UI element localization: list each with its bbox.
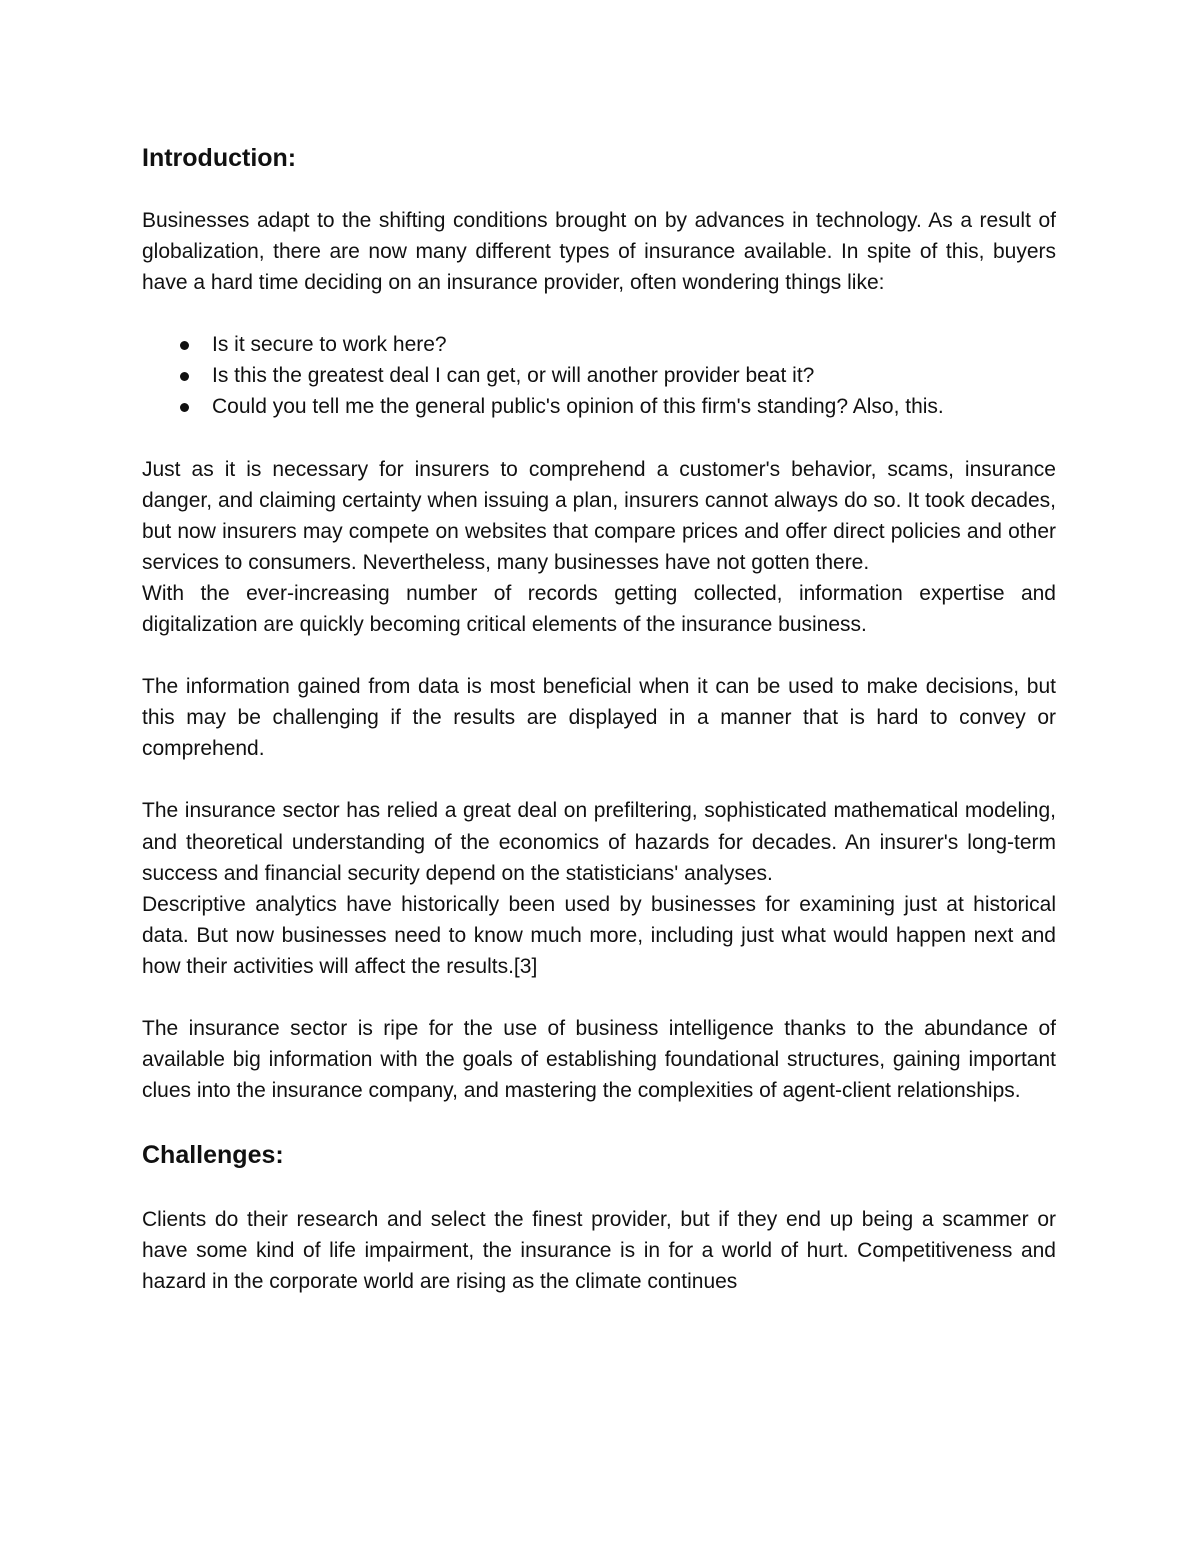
list-item (142, 360, 1056, 391)
body-paragraph: With the ever-increasing number of records getting collected, information expertise and digitalization are quickly becoming critical elements of the insurance business. (142, 581, 1056, 637)
body-paragraph: The insurance sector is ripe for the use of business intelligence thanks to the abundance of available big information with the goals of establishing foundational structures, gaining important clues into the insurance company, and mastering the complexities of agent-client relationships. (142, 1016, 1056, 1103)
spacer (142, 298, 1056, 329)
list-item-text: Is it secure to work here? (212, 333, 447, 357)
body-paragraph: Descriptive analytics have historically been used by businesses for examining just at historical data. But now businesses need to know much more, including just what would happen next and how their activities will affect the results.[3] (142, 892, 1056, 978)
body-paragraph: The information gained from data is most beneficial when it can be used to make decisions, but this may be challenging if the results are displayed in a manner that is hard to convey or comprehend. (142, 675, 1056, 761)
list-item-text: Is this the greatest deal I can get, or will another provider beat it? (212, 364, 815, 388)
bullet-icon (180, 372, 189, 381)
question-list (142, 329, 1056, 422)
challenges-paragraph: Clients do their research and select the finest provider, but if they end up being a scammer or have some kind of life impairment, the insurance is in for a world of hurt. Competitiveness and hazard in the corporate world are rising as the climate continues (142, 1208, 1056, 1294)
body-paragraph: Just as it is necessary for insurers to comprehend a customer's behavior, scams, insurance danger, and claiming certainty when issuing a plan, insurers cannot always do so. It took decades, but now insurers may compete on websites that compare prices and offer direct policies and other services to consumers. Nevertheless, many businesses have not gotten there. (142, 457, 1056, 574)
intro-paragraph: Businesses adapt to the shifting conditions brought on by advances in technology. As a result of globalization, there are now many different types of insurance available. In spite of this, buyers have a hard time deciding on an insurance provider, often wondering things like: (142, 209, 1056, 295)
document-page (142, 140, 1056, 1298)
list-item (142, 391, 1056, 422)
spacer (142, 423, 1056, 454)
introduction-heading: Introduction: (142, 144, 297, 172)
body-paragraph: The insurance sector has relied a great deal on prefiltering, sophisticated mathematical modeling, and theoretical understanding of the economics of hazards for decades. An insurer's long-term success and financial security depend on the statisticians' analyses. (142, 799, 1056, 885)
list-item-text: Could you tell me the general public's opinion of this firm's standing? Also, this. (212, 395, 944, 419)
challenges-heading: Challenges: (142, 1141, 284, 1170)
bullet-icon (180, 341, 189, 350)
spacer (142, 982, 1056, 1013)
bullet-icon (180, 403, 189, 412)
list-item (142, 329, 1056, 360)
spacer (142, 764, 1056, 795)
spacer (142, 640, 1056, 671)
